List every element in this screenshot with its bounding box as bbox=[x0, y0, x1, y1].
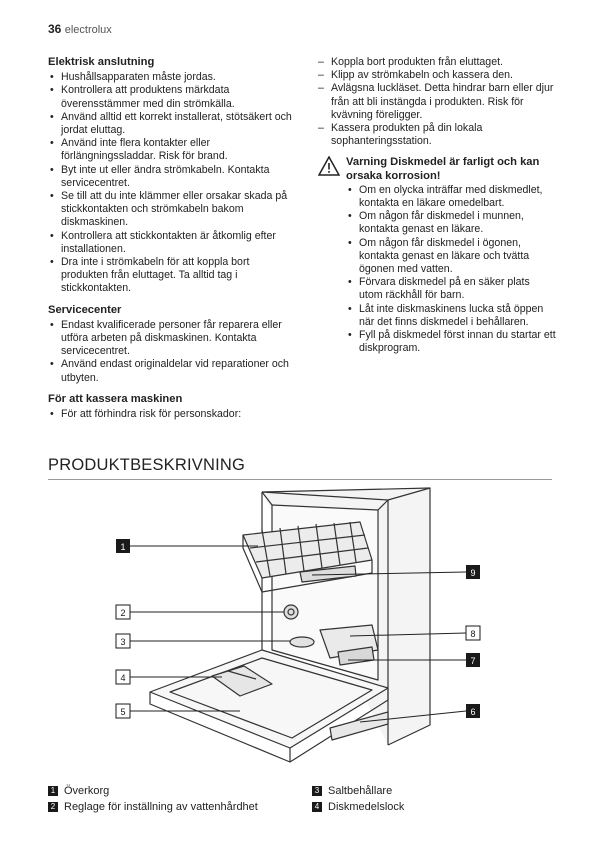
list-item: • Förvara diskmedel på en säker plats utom räckhåll för barn. bbox=[346, 276, 556, 302]
callout-9 bbox=[466, 565, 480, 579]
callout-7 bbox=[466, 653, 480, 667]
list-item: – Klipp av strömkabeln och kassera den. bbox=[318, 69, 556, 82]
list-item: – Avlägsna luckläset. Detta hindrar barn eller djur från att bli instängda i produkten. Risk för kvävning föreligger. bbox=[318, 82, 556, 122]
legend-label: Diskmedelslock bbox=[328, 801, 405, 813]
page-number: 36 bbox=[48, 22, 62, 36]
warning-heading: Varning Diskmedel är farligt och kan orsaka korrosion! bbox=[346, 156, 540, 182]
list-item: • Om någon får diskmedel i ögonen, kontakta genast en läkare och tvätta ögonen med vatten. bbox=[346, 237, 556, 277]
legend-number: 3 bbox=[312, 786, 322, 796]
callout-label: 3 bbox=[120, 637, 126, 647]
callout-5 bbox=[116, 704, 130, 718]
list-item: • Använd alltid ett korrekt installerat, stötsäkert och jordat eluttag. bbox=[48, 111, 298, 137]
list-item: – Kassera produkten på din lokala sophanteringsstation. bbox=[318, 122, 556, 148]
callout-label: 9 bbox=[470, 568, 476, 578]
section-title: PRODUKTBESKRIVNING bbox=[48, 456, 246, 474]
electrical-heading: Elektrisk anslutning bbox=[48, 56, 155, 68]
list-item: • Fyll på diskmedel först innan du startar ett diskprogram. bbox=[346, 329, 556, 355]
callout-1 bbox=[116, 539, 130, 553]
legend-label: Saltbehållare bbox=[328, 785, 393, 797]
list-item: • Endast kvalificerade personer får reparera eller utföra arbeten på diskmaskinen. Kontakta servicecentret. bbox=[48, 319, 298, 359]
list-item: • Om en olycka inträffar med diskmedlet, kontakta en läkare omedelbart. bbox=[346, 184, 556, 210]
legend-item-2 bbox=[48, 800, 304, 814]
list-item: • Byt inte ut eller ändra strömkabeln. Kontakta servicecentret. bbox=[48, 164, 298, 190]
callout-label: 2 bbox=[120, 608, 126, 618]
callout-2 bbox=[116, 605, 130, 619]
legend-number: 1 bbox=[48, 786, 58, 796]
callout-label: 8 bbox=[470, 629, 476, 639]
legend-label: Överkorg bbox=[64, 785, 110, 797]
list-item: • Låt inte diskmaskinens lucka stå öppen när det finns diskmedel i behållaren. bbox=[346, 303, 556, 329]
legend-number: 4 bbox=[312, 802, 322, 812]
list-item: • Om någon får diskmedel i munnen, kontakta genast en läkare. bbox=[346, 210, 556, 236]
legend-number: 2 bbox=[48, 802, 58, 812]
legend-item-4 bbox=[312, 800, 404, 814]
callout-6 bbox=[466, 704, 480, 718]
list-item: • Använd inte flera kontakter eller förlängningssladdar. Risk för brand. bbox=[48, 137, 298, 163]
legend-label: Reglage för inställning av vattenhårdhet bbox=[64, 801, 258, 813]
list-item: • Dra inte i strömkabeln för att koppla bort produkten från eluttaget. Ta alltid tag i stickkontakten. bbox=[48, 256, 298, 296]
callout-label: 5 bbox=[120, 707, 126, 717]
list-item: – Koppla bort produkten från eluttaget. bbox=[318, 56, 556, 69]
callout-label: 6 bbox=[470, 707, 476, 717]
callout-label: 4 bbox=[120, 673, 126, 683]
dishwasher-illustration bbox=[150, 488, 430, 762]
list-item: • Kontrollera att stickkontakten är åtkomlig efter installationen. bbox=[48, 230, 298, 256]
callout-label: 1 bbox=[120, 542, 126, 552]
callout-label: 7 bbox=[470, 656, 476, 666]
list-item: • Använd endast originaldelar vid reparationer och utbyten. bbox=[48, 358, 298, 384]
list-item: • För att förhindra risk för personskador: bbox=[48, 408, 298, 421]
list-item: • Hushållsapparaten måste jordas. bbox=[48, 71, 298, 84]
list-item: • Se till att du inte klämmer eller orsakar skada på stickkontakten och strömkabeln bakom diskmaskinen. bbox=[48, 190, 298, 230]
brand-name: electrolux bbox=[64, 24, 112, 36]
callout-3 bbox=[116, 634, 130, 648]
service-heading: Servicecenter bbox=[48, 303, 122, 316]
callout-8 bbox=[466, 626, 480, 640]
legend-item-1 bbox=[48, 784, 109, 798]
list-item: • Kontrollera att produktens märkdata överensstämmer med din strömkälla. bbox=[48, 84, 298, 110]
legend-item-3 bbox=[312, 784, 392, 798]
callout-4 bbox=[116, 670, 130, 684]
disposal-heading: För att kassera maskinen bbox=[48, 392, 183, 405]
